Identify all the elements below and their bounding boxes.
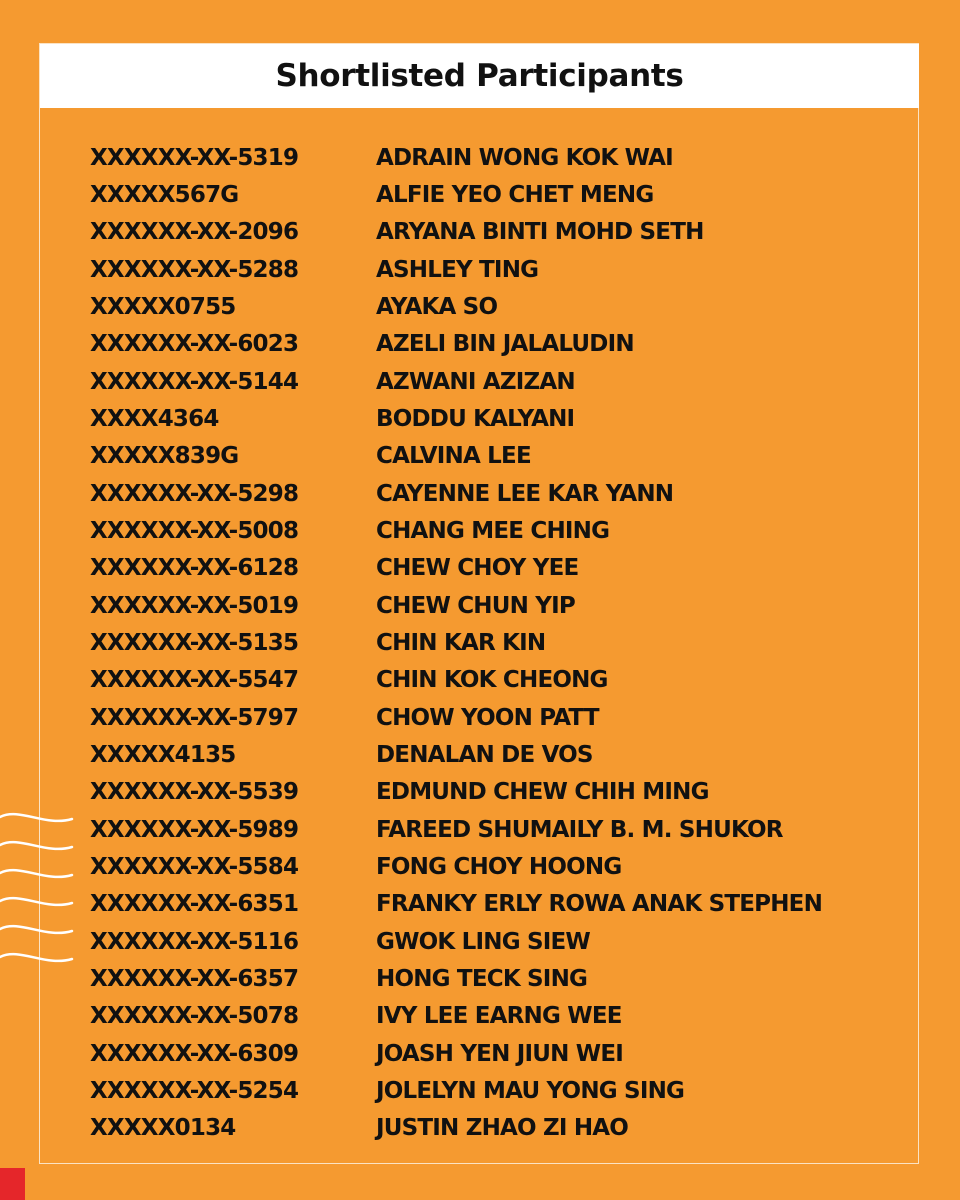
- participant-row: [90, 587, 890, 624]
- participant-name: DENALAN DE VOS: [376, 741, 593, 768]
- participant-name: CHANG MEE CHING: [376, 517, 610, 544]
- participant-row: [90, 512, 890, 549]
- participant-row: [90, 475, 890, 512]
- participant-row: [90, 662, 890, 699]
- participant-name: JOASH YEN JIUN WEI: [376, 1040, 624, 1067]
- participant-name: CALVINA LEE: [376, 443, 531, 470]
- participant-row: [90, 251, 890, 288]
- participant-id: XXXXX0755: [90, 293, 236, 320]
- participant-name: CHIN KOK CHEONG: [376, 667, 608, 694]
- participant-row: [90, 774, 890, 811]
- participant-id: XXXXXX-XX-5144: [90, 368, 299, 395]
- participant-name: JOLELYN MAU YONG SING: [376, 1077, 685, 1104]
- participant-name: AZWANI AZIZAN: [376, 368, 575, 395]
- participant-row: [90, 736, 890, 773]
- participant-name: JUSTIN ZHAO ZI HAO: [376, 1115, 629, 1142]
- participant-id: XXXXXX-XX-6357: [90, 965, 299, 992]
- participant-row: [90, 176, 890, 213]
- participant-name: FRANKY ERLY ROWA ANAK STEPHEN: [376, 891, 823, 918]
- participant-name: CHEW CHOY YEE: [376, 555, 579, 582]
- participant-id: XXXXX839G: [90, 443, 239, 470]
- participant-row: [90, 699, 890, 736]
- participant-name: FAREED SHUMAILY B. M. SHUKOR: [376, 816, 783, 843]
- participant-name: CHIN KAR KIN: [376, 629, 546, 656]
- participant-name: EDMUND CHEW CHIH MING: [376, 779, 709, 806]
- participant-row: [90, 998, 890, 1035]
- participant-id: XXXXXX-XX-2096: [90, 219, 299, 246]
- participant-name: ASHLEY TING: [376, 256, 539, 283]
- participant-name: HONG TECK SING: [376, 965, 588, 992]
- participant-name: CAYENNE LEE KAR YANN: [376, 480, 674, 507]
- participant-id: XXXXXX-XX-5078: [90, 1003, 299, 1030]
- page-title: Shortlisted Participants: [275, 58, 684, 94]
- participant-row: [90, 811, 890, 848]
- participant-name: GWOK LING SIEW: [376, 928, 590, 955]
- participant-row: [90, 886, 890, 923]
- wave-lines-decoration: [0, 805, 80, 985]
- participant-row: [90, 960, 890, 997]
- title-banner: [40, 44, 919, 108]
- participant-row: [90, 400, 890, 437]
- participant-id: XXXXXX-XX-5539: [90, 779, 299, 806]
- participant-list: [90, 139, 890, 1147]
- participant-id: XXXXXX-XX-5288: [90, 256, 299, 283]
- participant-id: XXXXXX-XX-5008: [90, 517, 299, 544]
- participant-id: XXXXXX-XX-5116: [90, 928, 299, 955]
- participant-name: AYAKA SO: [376, 293, 498, 320]
- participant-row: [90, 923, 890, 960]
- participant-id: XXXXXX-XX-5989: [90, 816, 299, 843]
- participant-id: XXXXXX-XX-5254: [90, 1077, 299, 1104]
- participant-name: ARYANA BINTI MOHD SETH: [376, 219, 704, 246]
- participant-row: [90, 1035, 890, 1072]
- participant-id: XXXX4364: [90, 405, 219, 432]
- participant-row: [90, 848, 890, 885]
- participant-row: [90, 624, 890, 661]
- participant-name: CHEW CHUN YIP: [376, 592, 575, 619]
- participant-name: ALFIE YEO CHET MENG: [376, 181, 654, 208]
- participant-row: [90, 326, 890, 363]
- participant-id: XXXXXX-XX-5135: [90, 629, 299, 656]
- participant-row: [90, 363, 890, 400]
- participant-name: FONG CHOY HOONG: [376, 853, 622, 880]
- participant-name: ADRAIN WONG KOK WAI: [376, 144, 673, 171]
- participant-name: CHOW YOON PATT: [376, 704, 599, 731]
- participant-id: XXXXXX-XX-6023: [90, 331, 299, 358]
- participant-id: XXXXXX-XX-6128: [90, 555, 299, 582]
- participant-id: XXXXXX-XX-5797: [90, 704, 299, 731]
- corner-accent: [0, 1168, 25, 1200]
- participant-name: AZELI BIN JALALUDIN: [376, 331, 634, 358]
- participant-id: XXXXXX-XX-5584: [90, 853, 299, 880]
- participant-id: XXXXX567G: [90, 181, 239, 208]
- participant-id: XXXXXX-XX-5547: [90, 667, 299, 694]
- participant-row: [90, 214, 890, 251]
- participant-row: [90, 1110, 890, 1147]
- participant-name: IVY LEE EARNG WEE: [376, 1003, 622, 1030]
- participant-id: XXXXX0134: [90, 1115, 236, 1142]
- participant-id: XXXXXX-XX-6351: [90, 891, 299, 918]
- participant-row: [90, 139, 890, 176]
- participant-id: XXXXXX-XX-5019: [90, 592, 299, 619]
- participant-id: XXXXXX-XX-5298: [90, 480, 299, 507]
- participant-row: [90, 1072, 890, 1109]
- participant-id: XXXXX4135: [90, 741, 236, 768]
- participant-id: XXXXXX-XX-5319: [90, 144, 299, 171]
- participant-id: XXXXXX-XX-6309: [90, 1040, 299, 1067]
- participant-row: [90, 550, 890, 587]
- participant-row: [90, 288, 890, 325]
- participant-name: BODDU KALYANI: [376, 405, 575, 432]
- participant-row: [90, 438, 890, 475]
